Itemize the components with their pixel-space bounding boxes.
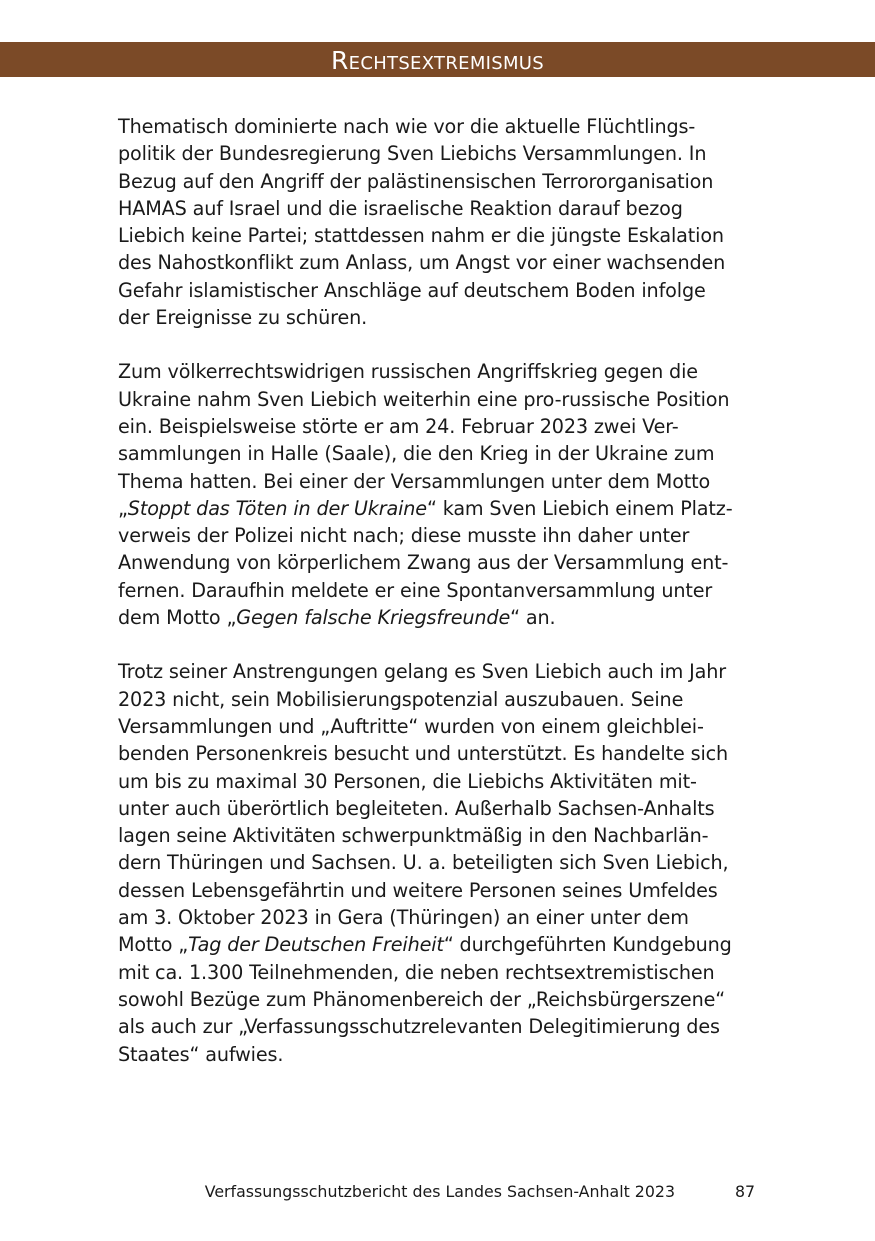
italic-motto: Tag der Deutschen Freiheit [188,933,444,957]
page-number: 87 [735,1182,756,1201]
text-segment: am 3. Oktober 2023 in Gera (Thüringen) an einer unter dem [118,906,689,930]
text-line [118,168,768,195]
text-segment: “ kam Sven Liebich einem Platz- [426,496,733,520]
body-text [118,113,768,1095]
text-line [118,195,768,222]
text-line [118,986,768,1013]
text-segment: HAMAS auf Israel und die israelische Reaktion darauf bezog [118,196,683,220]
text-line [118,822,768,849]
text-segment: der Ereignisse zu schüren. [118,306,368,330]
page-footer [0,1180,875,1206]
text-line [118,604,768,631]
text-line [118,413,768,440]
text-line [118,740,768,767]
text-line [118,713,768,740]
text-line [118,1041,768,1068]
text-line [118,386,768,413]
text-segment: des Nahostkonflikt zum Anlass, um Angst vor einer wachsenden [118,251,726,275]
text-segment: Thematisch dominierte nach wie vor die aktuelle Flüchtlings- [118,115,696,138]
text-line [118,222,768,249]
text-segment: “ an. [510,606,556,630]
paragraph [118,358,768,631]
text-line [118,468,768,495]
text-segment: mit ca. 1.300 Teilnehmenden, die neben rechtsextremistischen [118,960,715,984]
text-segment: Ukraine nahm Sven Liebich weiterhin eine pro-russische Position [118,387,730,411]
text-segment: als auch zur „Verfassungsschutzrelevanten Delegitimierung des [118,1015,720,1039]
text-line [118,304,768,331]
text-line [118,522,768,549]
text-line [118,549,768,576]
section-title: Rechtsextremismus [330,46,545,75]
text-line [118,440,768,467]
text-line [118,686,768,713]
text-segment: fernen. Daraufhin meldete er eine Spontanversammlung unter [118,578,713,602]
text-line [118,1013,768,1040]
text-segment: verweis der Polizei nicht nach; diese musste ihn daher unter [118,524,690,548]
text-segment: unter auch überörtlich begleiteten. Außerhalb Sachsen-Anhalts [118,796,715,820]
paragraph [118,113,768,331]
text-segment: benden Personenkreis besucht und unterstützt. Es handelte sich [118,742,729,766]
text-segment: Versammlungen und „Auftritte“ wurden von einem gleichblei- [118,714,704,738]
text-line [118,113,768,140]
text-segment: politik der Bundesregierung Sven Liebichs Versammlungen. In [118,142,707,166]
italic-motto: Stoppt das Töten in der Ukraine [127,496,427,520]
text-line [118,577,768,604]
section-header-band [0,42,875,77]
text-line [118,849,768,876]
text-segment: Staates“ aufwies. [118,1042,284,1066]
text-segment: Motto „ [118,933,189,957]
text-line [118,495,768,522]
text-segment: “ durchgeführten Kundgebung [443,933,732,957]
text-segment: dessen Lebensgefährtin und weitere Personen seines Umfeldes [118,878,718,902]
text-segment: Anwendung von körperlichem Zwang aus der Versammlung ent- [118,551,729,575]
text-segment: Thema hatten. Bei einer der Versammlungen unter dem Motto [118,469,711,493]
text-segment: Gefahr islamistischer Anschläge auf deutschem Boden infolge [118,278,706,302]
text-segment: „ [118,496,128,520]
text-line [118,249,768,276]
text-segment: Zum völkerrechtswidrigen russischen Angriffskrieg gegen die [118,360,698,384]
text-line [118,931,768,958]
text-segment: sowohl Bezüge zum Phänomenbereich der „Reichsbürgerszene“ [118,987,726,1011]
text-line [118,658,768,685]
italic-motto: Gegen falsche Kriegsfreunde [236,606,511,630]
text-line [118,277,768,304]
text-segment: ein. Beispielsweise störte er am 24. Februar 2023 zwei Ver- [118,414,679,438]
text-segment: lagen seine Aktivitäten schwerpunktmäßig in den Nachbarlän- [118,824,709,848]
text-segment: sammlungen in Halle (Saale), die den Krieg in der Ukraine zum [118,442,715,466]
text-line [118,140,768,167]
paragraph [118,658,768,1067]
text-segment: dem Motto „ [118,606,237,630]
text-line [118,768,768,795]
text-segment: Liebich keine Partei; stattdessen nahm er die jüngste Eskalation [118,224,724,248]
text-segment: Trotz seiner Anstrengungen gelang es Sven Liebich auch im Jahr [118,660,727,684]
footer-title: Verfassungsschutzbericht des Landes Sachsen-Anhalt 2023 [204,1182,675,1201]
text-line [118,358,768,385]
text-segment: 2023 nicht, sein Mobilisierungspotenzial auszubauen. Seine [118,687,684,711]
text-segment: Bezug auf den Angriff der palästinensischen Terrororganisation [118,169,714,193]
text-line [118,795,768,822]
text-segment: um bis zu maximal 30 Personen, die Liebichs Aktivitäten mit- [118,769,697,793]
text-line [118,877,768,904]
text-line [118,959,768,986]
text-line [118,904,768,931]
text-segment: dern Thüringen und Sachsen. U. a. beteiligten sich Sven Liebich, [118,851,729,875]
